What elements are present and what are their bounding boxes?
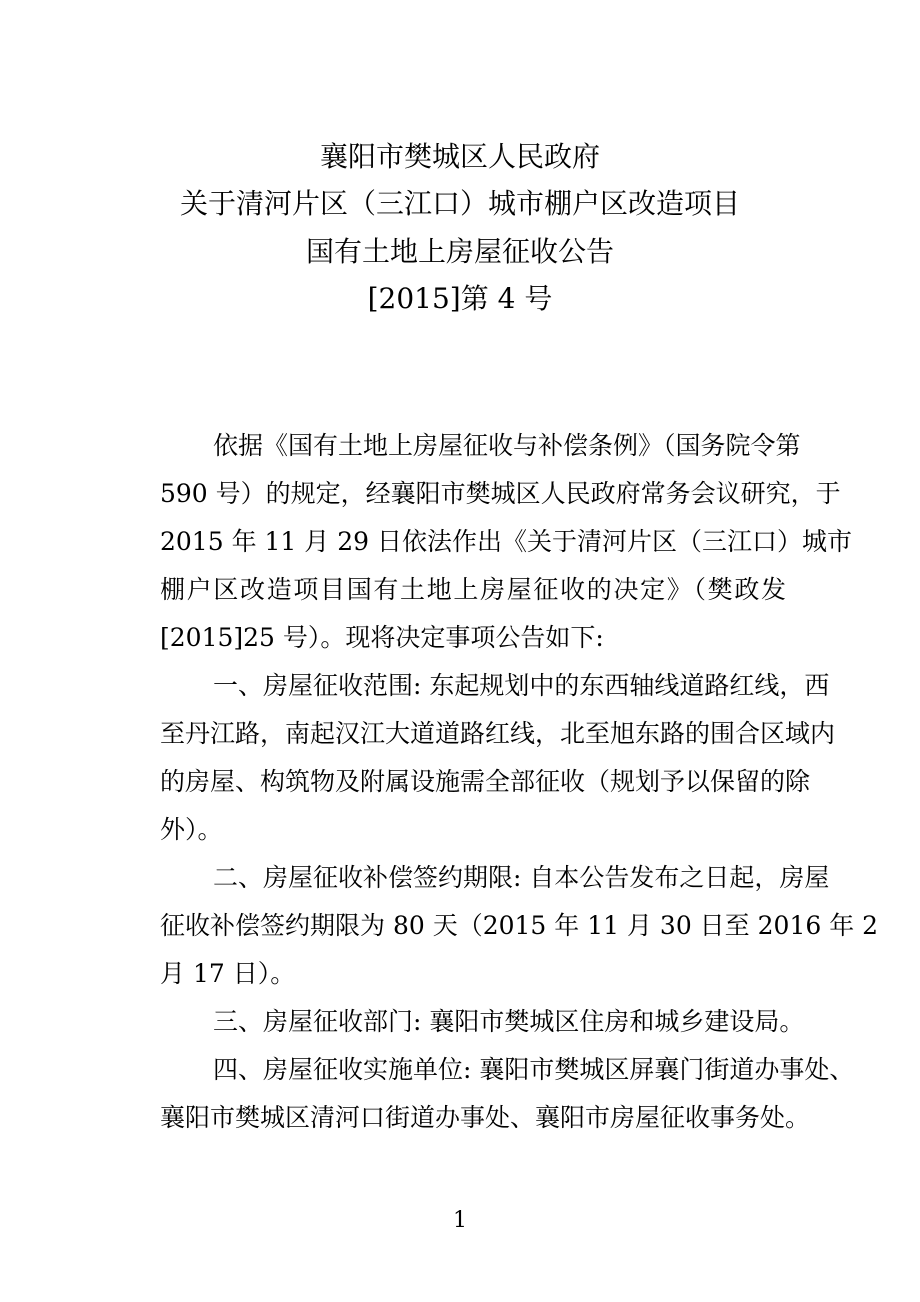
notice-number: [2015]第 4 号	[367, 282, 553, 315]
body-line: 2015 年 11 月 29 日依法作出《关于清河片区（三江口）城市	[160, 527, 852, 556]
section-1-line: 至丹江路，南起汉江大道道路红线，北至旭东路的围合区域内	[160, 719, 836, 748]
section-2-line: 征收补偿签约期限为 80 天（2015 年 11 月 30 日至 2016 年 2	[160, 911, 879, 940]
body-line: 依据《国有土地上房屋征收与补偿条例》（国务院令第	[213, 431, 801, 460]
section-4-line: 四、房屋征收实施单位: 襄阳市樊城区屏襄门街道办事处、	[213, 1055, 855, 1084]
notice-title-line-1: 襄阳市樊城区人民政府	[319, 140, 600, 173]
body-line: 590 号）的规定，经襄阳市樊城区人民政府常务会议研究，于	[160, 479, 841, 508]
section-4-line: 襄阳市樊城区清河口街道办事处、襄阳市房屋征收事务处。	[160, 1103, 811, 1132]
section-1-line: 一、房屋征收范围: 东起规划中的东西轴线道路红线，西	[213, 671, 830, 700]
section-1-line: 的房屋、构筑物及附属设施需全部征收（规划予以保留的除	[160, 767, 811, 796]
section-1-line: 外）。	[160, 815, 223, 844]
section-2-line: 二、房屋征收补偿签约期限: 自本公告发布之日起，房屋	[213, 863, 830, 892]
notice-title-line-3: 国有土地上房屋征收公告	[305, 235, 614, 268]
body-line: [2015]25 号）。现将决定事项公告如下:	[160, 623, 604, 652]
notice-title-line-2: 关于清河片区（三江口）城市棚户区改造项目	[179, 187, 740, 220]
section-2-line: 月 17 日）。	[160, 959, 296, 988]
section-3-line: 三、房屋征收部门: 襄阳市樊城区住房和城乡建设局。	[213, 1007, 805, 1036]
body-line: 棚户区改造项目国有土地上房屋征收的决定》（樊政发	[160, 575, 786, 604]
page-number: 1	[453, 1208, 467, 1233]
